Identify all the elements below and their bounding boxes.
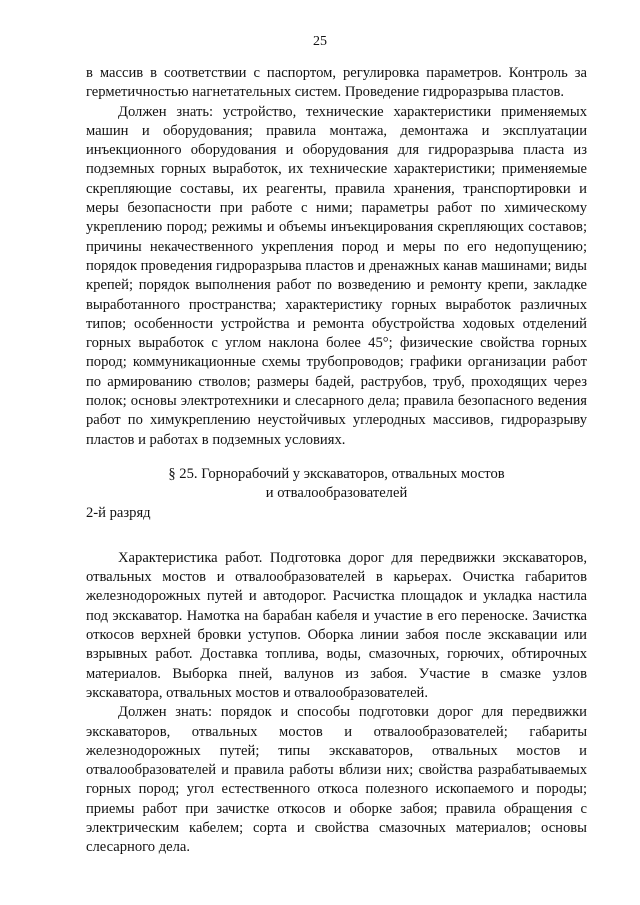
section-title bbox=[86, 465, 587, 504]
document-body bbox=[86, 64, 587, 858]
page-number: 25 bbox=[313, 34, 327, 49]
knowledge-paragraph-1: Должен знать: устройство, технические характеристики применяемых машин и оборудования; правила монтажа, демонтажа и эксплуатации инъекционного оборудования и оборудования для гидроразрыва пласта из подземных горных выработок, их технические характеристики; применяемые скрепляющие составы, их реагенты, правила хранения, транспортировки и меры безопасности при работе с ними; параметры работ по химическому укреплению пород; режимы и объемы инъекцирования скрепляющих составов; причины некачественного укрепления пород и меры по его недопущению; порядок проведения гидроразрыва пластов и дренажных канав машинами; виды крепей; порядок выполнения работ по возведению и ремонту крепи, закладке выработанного пространства; характеристику горных выработок различных типов; особенности устройства и ремонта обустройства ходовых отделений горных выработок с углом наклона более 45°; физические свойства горных пород; коммуникационные схемы трубопроводов; графики организации работ по армированию стволов; размеры бадей, раструбов, труб, проходящих через полок; основы электротехники и слесарного дела; правила безопасного ведения работ по химукреплению неустойчивых углеродных массивов, гидроразрыву пластов и работах в подземных условиях. bbox=[86, 103, 587, 448]
grade-label: 2-й разряд bbox=[86, 504, 151, 521]
section-title-line-1: § 25. Горнорабочий у экскаваторов, отвальных мостов bbox=[168, 465, 505, 482]
section-title-line-2: и отвалообразователей bbox=[265, 485, 408, 502]
intro-paragraph: в массив в соответствии с паспортом, регулировка параметров. Контроль за герметичностью нагнетательных систем. Проведение гидроразрыва пластов. bbox=[86, 65, 587, 101]
work-characteristics-paragraph: Характеристика работ. Подготовка дорог для передвижки экскаваторов, отвальных мостов и отвалообразователей в карьерах. Очистка габаритов железнодорожных путей и автодорог. Расчистка площадок и укладка настила под экскаватор. Намотка на барабан кабеля и участие в его переноске. Зачистка откосов верхней бровки уступов. Оборка линии забоя после экскавации или взрывных работ. Доставка топлива, воды, смазочных, горючих, обтирочных материалов. Выборка пней, валунов из забоя. Участие в смазке узлов экскаватора, отвальных мостов и отвалообразователей. bbox=[86, 549, 587, 701]
knowledge-paragraph-2: Должен знать: порядок и способы подготовки дорог для передвижки экскаваторов, отвальных мостов и отвалообразователей; габариты железнодорожных путей; типы экскаваторов, отвальных мостов и отвалообразователей и правила работы вблизи них; свойства разрабатываемых горных пород; угол естественного откоса полезного ископаемого и породы; приемы работ при зачистке откосов и оборке забоя; правила обращения с электрическим кабелем; сорта и свойства смазочных материалов; основы слесарного дела. bbox=[86, 704, 587, 856]
